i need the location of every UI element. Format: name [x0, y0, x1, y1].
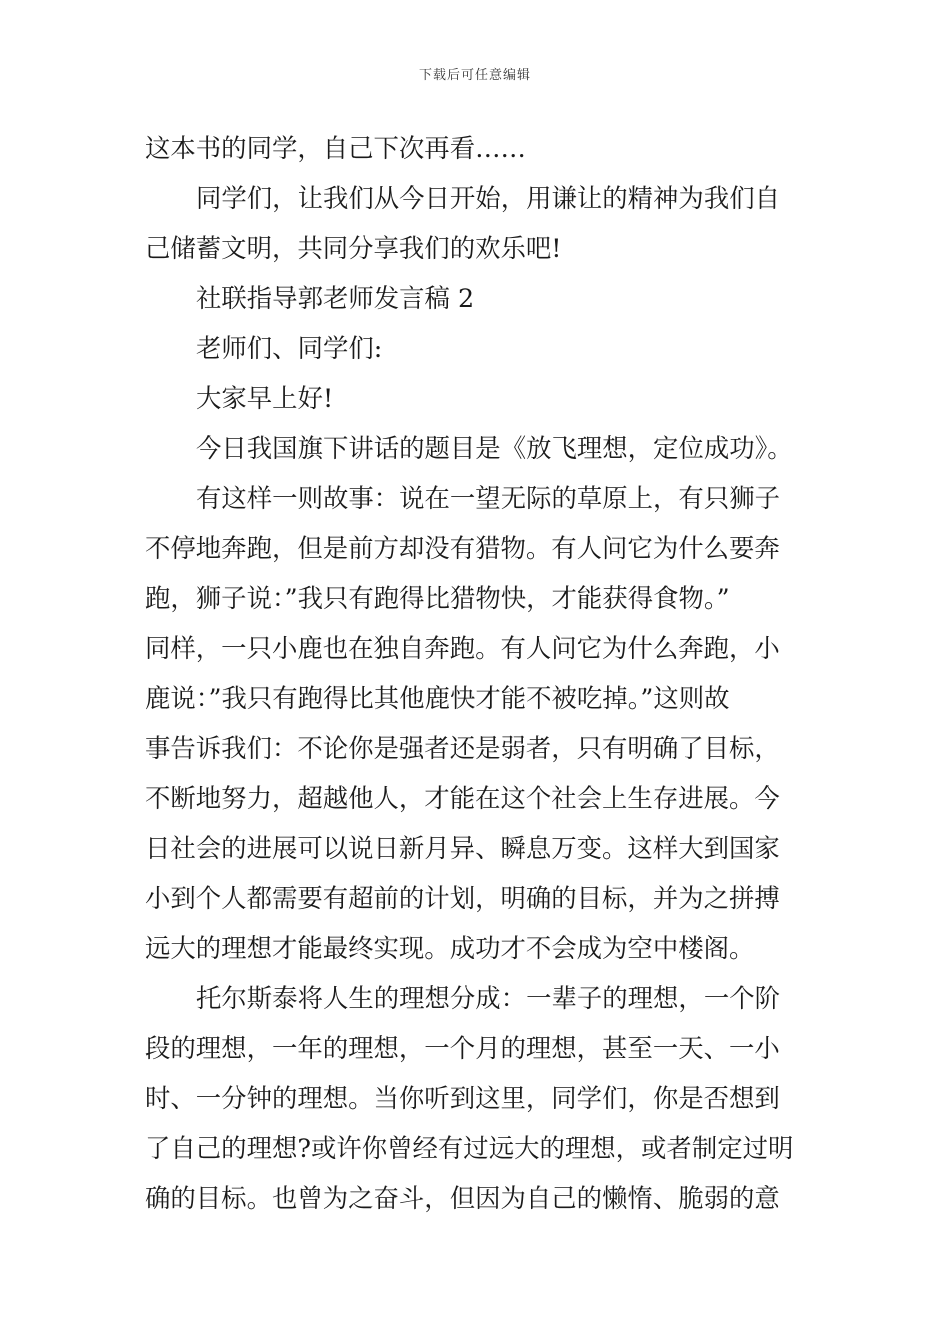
text-line: 这本书的同学，自己下次再看……: [145, 133, 526, 163]
text-line: 跑，狮子说：”我只有跑得比猎物快，才能获得食物。”: [145, 583, 730, 613]
text-line: 同学们，让我们从今日开始，用谦让的精神为我们自: [196, 183, 780, 213]
text-line: 有这样一则故事：说在一望无际的草原上，有只狮子: [196, 483, 780, 513]
header-note: 下载后可任意编辑: [418, 68, 531, 83]
text-line: 了自己的理想?或许你曾经有过远大的理想，或者制定过明: [145, 1133, 794, 1163]
text-line: 确的目标。也曾为之奋斗，但因为自己的懒惰、脆弱的意: [145, 1183, 780, 1213]
text-line: 远大的理想才能最终实现。成功才不会成为空中楼阁。: [145, 933, 755, 963]
text-line: 托尔斯泰将人生的理想分成：一辈子的理想，一个阶: [196, 983, 780, 1013]
text-line: 小到个人都需要有超前的计划，明确的目标，并为之拼搏: [145, 883, 780, 913]
text-line: 时、一分钟的理想。当你听到这里，同学们，你是否想到: [145, 1083, 780, 1113]
text-line: 不断地努力，超越他人，才能在这个社会上生存进展。今: [145, 783, 780, 813]
text-line: 老师们、同学们:: [196, 333, 383, 363]
text-line: 大家早上好!: [196, 383, 334, 413]
text-line: 不停地奔跑，但是前方却没有猎物。有人问它为什么要奔: [145, 533, 780, 563]
text-line: 今日我国旗下讲话的题目是《放飞理想，定位成功》。: [196, 433, 793, 463]
text-line: 同样，一只小鹿也在独自奔跑。有人问它为什么奔跑，小: [145, 633, 780, 663]
document-body: [145, 123, 810, 1223]
text-line: 事告诉我们：不论你是强者还是弱者，只有明确了目标，: [145, 733, 780, 763]
text-line: 社联指导郭老师发言稿 2: [196, 283, 475, 313]
text-line: 鹿说：”我只有跑得比其他鹿快才能不被吃掉。”这则故: [145, 683, 730, 713]
text-line: 段的理想，一年的理想，一个月的理想，甚至一天、一小: [145, 1033, 780, 1063]
text-line: 己储蓄文明，共同分享我们的欢乐吧!: [145, 233, 562, 263]
text-line: 日社会的进展可以说日新月异、瞬息万变。这样大到国家: [145, 833, 780, 863]
